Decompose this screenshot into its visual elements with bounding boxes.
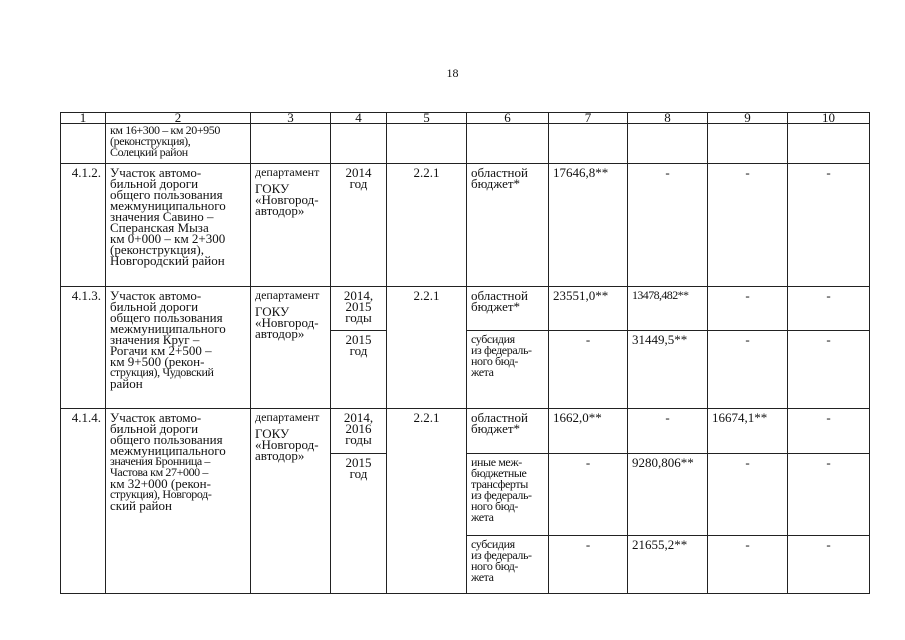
object-name: км 16+300 – км 20+950 (реконструкция), Солецкий район	[106, 124, 251, 164]
years: 2014, 2015 годы	[331, 287, 387, 331]
years: 2015 год	[331, 331, 387, 409]
col-header: 9	[708, 113, 788, 124]
col-header: 8	[628, 113, 708, 124]
value-col10: -	[788, 287, 870, 331]
value-col7: -	[549, 454, 628, 536]
col-header: 7	[549, 113, 628, 124]
funding-source: субсидия из федераль- ного бюд- жета	[467, 536, 549, 594]
years: 2014 год	[331, 164, 387, 287]
value-col8: -	[628, 409, 708, 454]
measure-number: 2.2.1	[387, 287, 467, 409]
value-col7: -	[549, 331, 628, 409]
executor: департамент ГОКУ «Новгород- автодор»	[251, 287, 331, 409]
funding-source: областной бюджет*	[467, 164, 549, 287]
value-col9: -	[708, 287, 788, 331]
value-col10: -	[788, 164, 870, 287]
value-col8: 31449,5**	[628, 331, 708, 409]
years: 2015 год	[331, 454, 387, 594]
col-header: 1	[61, 113, 106, 124]
value-col8: 21655,2**	[628, 536, 708, 594]
object-name: Участок автомо- бильной дороги общего пользования межмуниципального значения Круг – Рогачи км 2+500 – км 9+500 (рекон- струкция), Чудовский район	[106, 287, 251, 409]
col-header: 2	[106, 113, 251, 124]
object-name: Участок автомо- бильной дороги общего пользования межмуниципального значения Савино – Сперанская Мыза км 0+000 – км 2+300 (реконструкция), Новгородский район	[106, 164, 251, 287]
value-col10: -	[788, 536, 870, 594]
value-col8: -	[628, 164, 708, 287]
value-col10: -	[788, 331, 870, 409]
funding-source: областной бюджет*	[467, 287, 549, 331]
value-col10: -	[788, 454, 870, 536]
value-col7: 23551,0**	[549, 287, 628, 331]
object-name: Участок автомо- бильной дороги общего пользования межмуниципального значения Бронница – Частова км 27+000 – км 32+000 (рекон- струкция), Новгород- ский район	[106, 409, 251, 594]
value-col8: 13478,482**	[628, 287, 708, 331]
row-code: 4.1.3.	[61, 287, 106, 409]
value-col7: 17646,8**	[549, 164, 628, 287]
value-col7: 1662,0**	[549, 409, 628, 454]
col-header: 6	[467, 113, 549, 124]
funding-source: субсидия из федераль- ного бюд- жета	[467, 331, 549, 409]
funding-source: иные меж- бюджетные трансферты из федераль- ного бюд- жета	[467, 454, 549, 536]
value-col9: -	[708, 331, 788, 409]
row-code: 4.1.2.	[61, 164, 106, 287]
executor: департамент ГОКУ «Новгород- автодор»	[251, 409, 331, 594]
table-row	[61, 164, 870, 287]
col-header: 10	[788, 113, 870, 124]
table-row	[61, 287, 870, 331]
row-code: 4.1.4.	[61, 409, 106, 594]
value-col10: -	[788, 409, 870, 454]
col-header: 4	[331, 113, 387, 124]
funding-source: областной бюджет*	[467, 409, 549, 454]
executor: департамент ГОКУ «Новгород- автодор»	[251, 164, 331, 287]
value-col7: -	[549, 536, 628, 594]
column-number-row	[61, 113, 870, 124]
value-col9: -	[708, 454, 788, 536]
row-code	[61, 124, 106, 164]
table-row	[61, 124, 870, 164]
years: 2014, 2016 годы	[331, 409, 387, 454]
col-header: 5	[387, 113, 467, 124]
page-number: 18	[446, 66, 459, 80]
col-header: 3	[251, 113, 331, 124]
table-row	[61, 409, 870, 454]
program-table	[60, 112, 870, 594]
measure-number: 2.2.1	[387, 409, 467, 594]
value-col9: -	[708, 164, 788, 287]
value-col9: -	[708, 536, 788, 594]
value-col8: 9280,806**	[628, 454, 708, 536]
value-col9: 16674,1**	[708, 409, 788, 454]
measure-number: 2.2.1	[387, 164, 467, 287]
